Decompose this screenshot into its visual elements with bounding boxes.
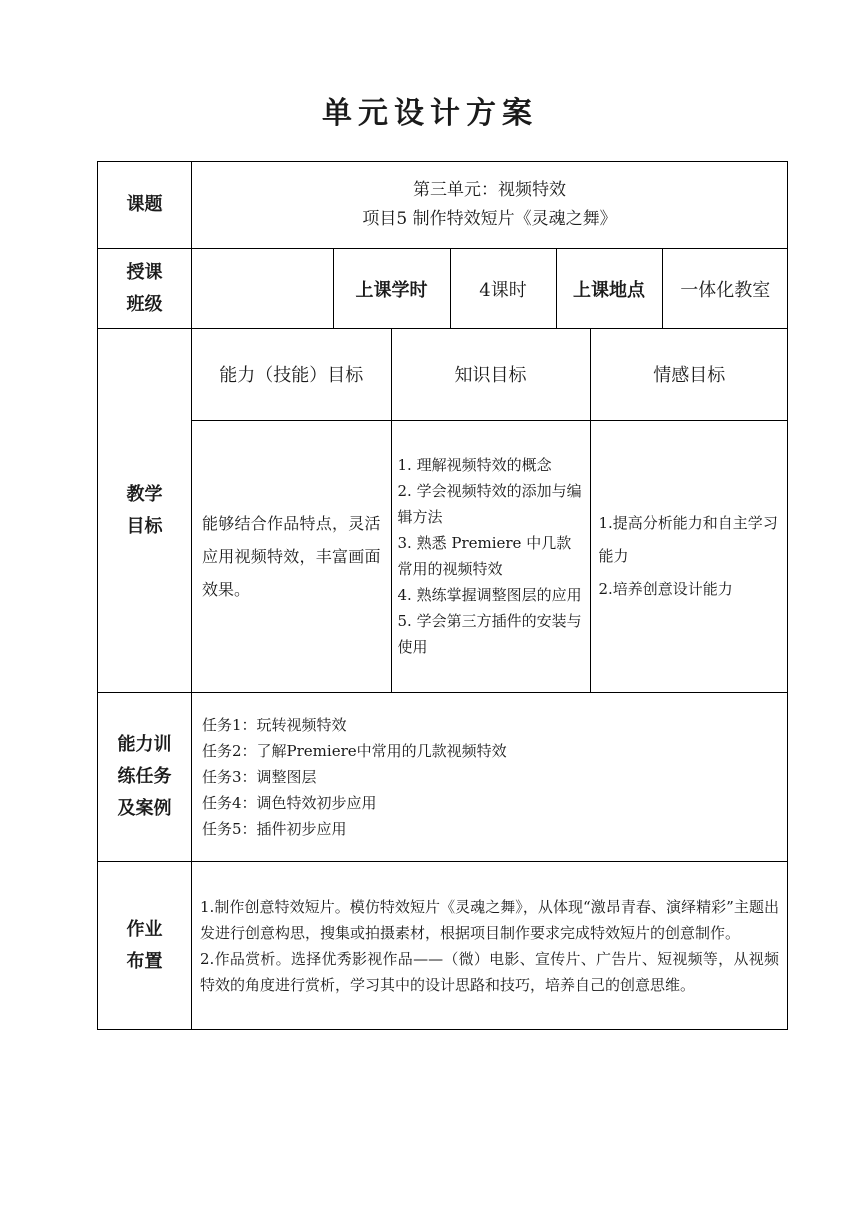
document-title: 单元设计方案 — [322, 96, 538, 131]
tasks-label-line1: 能力训 — [117, 734, 172, 755]
knowledge-goal-item: 2. 学会视频特效的添加与编辑方法 — [397, 482, 582, 527]
goal-header-knowledge: 知识目标 — [391, 329, 590, 420]
hours-label: 上课学时 — [333, 249, 450, 328]
homework-row — [98, 862, 788, 1030]
goals-row — [98, 329, 788, 693]
knowledge-goal-item: 5. 学会第三方插件的安装与使用 — [397, 612, 582, 657]
goals-detail-table — [192, 329, 788, 692]
class-label-line2: 班级 — [126, 293, 163, 315]
task-item: 任务3：调整图层 — [202, 768, 317, 786]
topic-line-unit: 第三单元：视频特效 — [413, 180, 566, 200]
tasks-row — [98, 693, 788, 862]
task-item: 任务1：玩转视频特效 — [202, 716, 347, 734]
ability-goal-text: 能够结合作品特点，灵活应用视频特效，丰富画面效果。 — [192, 420, 391, 692]
homework-label — [98, 862, 192, 1030]
topic-label: 课题 — [98, 162, 192, 249]
tasks-label-line3: 及案例 — [117, 798, 172, 819]
class-row — [98, 249, 788, 329]
goals-label — [98, 329, 192, 693]
class-value — [192, 249, 333, 328]
affective-goal-item: 1.提高分析能力和自主学习能力 — [598, 513, 778, 565]
hours-value: 4课时 — [450, 249, 556, 328]
topic-row — [98, 162, 788, 249]
task-list — [192, 693, 788, 862]
class-detail-cell — [192, 249, 788, 329]
homework-label-line2: 布置 — [126, 950, 163, 972]
place-label: 上课地点 — [556, 249, 662, 328]
task-item: 任务4：调色特效初步应用 — [202, 794, 377, 812]
class-label — [98, 249, 192, 329]
affective-goal-item: 2.培养创意设计能力 — [598, 579, 733, 598]
tasks-label — [98, 693, 192, 862]
unit-design-table — [97, 161, 788, 1030]
goals-label-line1: 教学 — [126, 483, 163, 505]
goals-detail-cell — [192, 329, 788, 693]
task-item: 任务2：了解Premiere中常用的几款视频特效 — [202, 742, 507, 760]
class-detail-table — [192, 249, 788, 328]
topic-value — [192, 162, 788, 249]
knowledge-goal-item: 3. 熟悉 Premiere 中几款常用的视频特效 — [397, 534, 572, 579]
place-value: 一体化教室 — [662, 249, 788, 328]
homework-item: 1.制作创意特效短片。模仿特效短片《灵魂之舞》，从体现“激昂青春、演绎精彩”主题出发进行创意构思，搜集或拍摄素材，根据项目制作要求完成特效短片的创意制作。 — [200, 897, 779, 942]
knowledge-goal-list — [391, 420, 590, 692]
knowledge-goal-item: 4. 熟练掌握调整图层的应用 — [397, 586, 582, 605]
goal-header-affective: 情感目标 — [590, 329, 788, 420]
goal-header-ability: 能力（技能）目标 — [192, 329, 391, 420]
knowledge-goal-item: 1. 理解视频特效的概念 — [397, 456, 552, 475]
homework-content — [192, 862, 788, 1030]
homework-item: 2.作品赏析。选择优秀影视作品——（微）电影、宣传片、广告片、短视频等，从视频特效的角度进行赏析，学习其中的设计思路和技巧，培养自己的创意思维。 — [200, 949, 779, 994]
goals-label-line2: 目标 — [126, 515, 163, 537]
topic-line-project: 项目5 制作特效短片《灵魂之舞》 — [362, 209, 617, 229]
task-item: 任务5：插件初步应用 — [202, 820, 347, 838]
class-label-line1: 授课 — [126, 261, 163, 283]
homework-label-line1: 作业 — [126, 918, 163, 940]
tasks-label-line2: 练任务 — [117, 766, 172, 787]
affective-goal-list — [590, 420, 788, 692]
